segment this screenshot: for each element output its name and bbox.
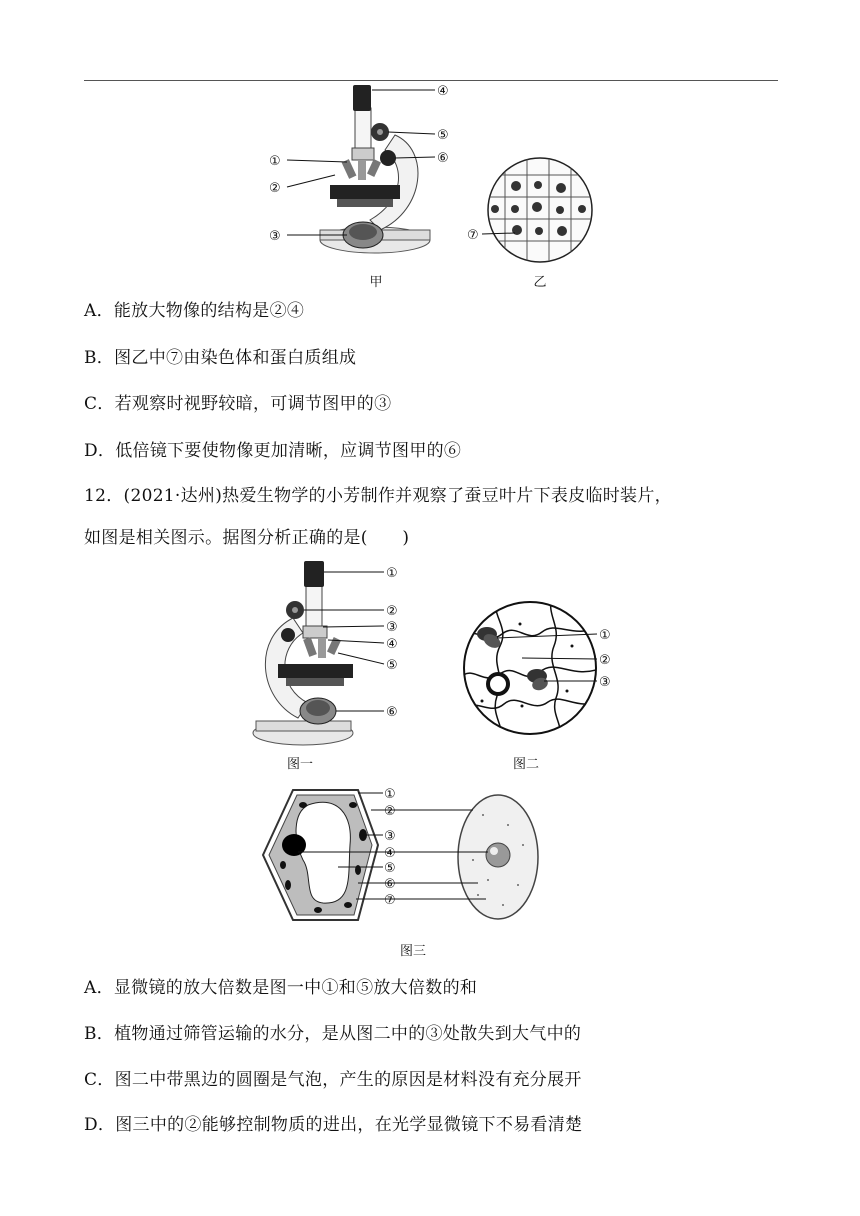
fig2-label-1: ①	[599, 628, 611, 643]
fig3-label-5: ⑤	[384, 861, 396, 876]
fig1-label-2: ②	[386, 604, 398, 619]
fig3-label-4: ④	[384, 846, 396, 861]
fig2-label-2: ②	[599, 653, 611, 668]
q11-option-c: C．若观察时视野较暗，可调节图甲的③	[84, 394, 392, 414]
microscope-label-5: ⑤	[437, 128, 449, 143]
figure-caption-fig1: 图一	[286, 757, 313, 772]
microscope-figure-jia	[255, 80, 455, 265]
fig3-label-1: ①	[384, 787, 396, 802]
microscope-label-3: ③	[269, 229, 281, 244]
fig3-label-7: ⑦	[384, 893, 396, 908]
fig3-label-6: ⑥	[384, 877, 396, 892]
q11-option-b: B．图乙中⑦由染色体和蛋白质组成	[84, 348, 357, 368]
figure-caption-jia: 甲	[369, 275, 383, 290]
q12-option-d: D．图三中的②能够控制物质的进出，在光学显微镜下不易看清楚	[84, 1115, 583, 1135]
q11-option-d: D．低倍镜下要使物像更加清晰，应调节图甲的⑥	[84, 441, 462, 461]
q11-option-a: A．能放大物像的结构是②④	[84, 301, 305, 321]
microscope-figure-1	[248, 558, 408, 748]
figure-caption-yi: 乙	[533, 275, 547, 290]
fig1-label-6: ⑥	[386, 705, 398, 720]
cell-label-7: ⑦	[467, 228, 479, 243]
figure-caption-fig3: 图三	[399, 944, 426, 959]
fig1-label-4: ④	[386, 637, 398, 652]
cell-view-yi	[465, 155, 595, 270]
microscope-label-4: ④	[437, 84, 449, 99]
fig1-label-5: ⑤	[386, 658, 398, 673]
fig1-label-3: ③	[386, 620, 398, 635]
cell-comparison-figure-3	[258, 785, 558, 930]
microscope-label-6: ⑥	[437, 151, 449, 166]
q12-option-a: A．显微镜的放大倍数是图一中①和⑤放大倍数的和	[84, 978, 478, 998]
microscope-label-2: ②	[269, 181, 281, 196]
fig1-label-1: ①	[386, 566, 398, 581]
q12-option-c: C．图二中带黑边的圆圈是气泡，产生的原因是材料没有充分展开	[84, 1070, 582, 1090]
fig3-label-3: ③	[384, 829, 396, 844]
q12-stem-line2: 如图是相关图示。据图分析正确的是( )	[84, 528, 410, 548]
q12-option-b: B．植物通过筛管运输的水分，是从图二中的③处散失到大气中的	[84, 1024, 582, 1044]
epidermis-figure-2	[462, 596, 622, 741]
fig2-label-3: ③	[599, 675, 611, 690]
fig3-label-2: ②	[384, 804, 396, 819]
microscope-label-1: ①	[269, 154, 281, 169]
q12-stem-line1: 12．(2021·达州)热爱生物学的小芳制作并观察了蚕豆叶片下表皮临时装片，	[84, 486, 672, 506]
figure-caption-fig2: 图二	[512, 757, 539, 772]
